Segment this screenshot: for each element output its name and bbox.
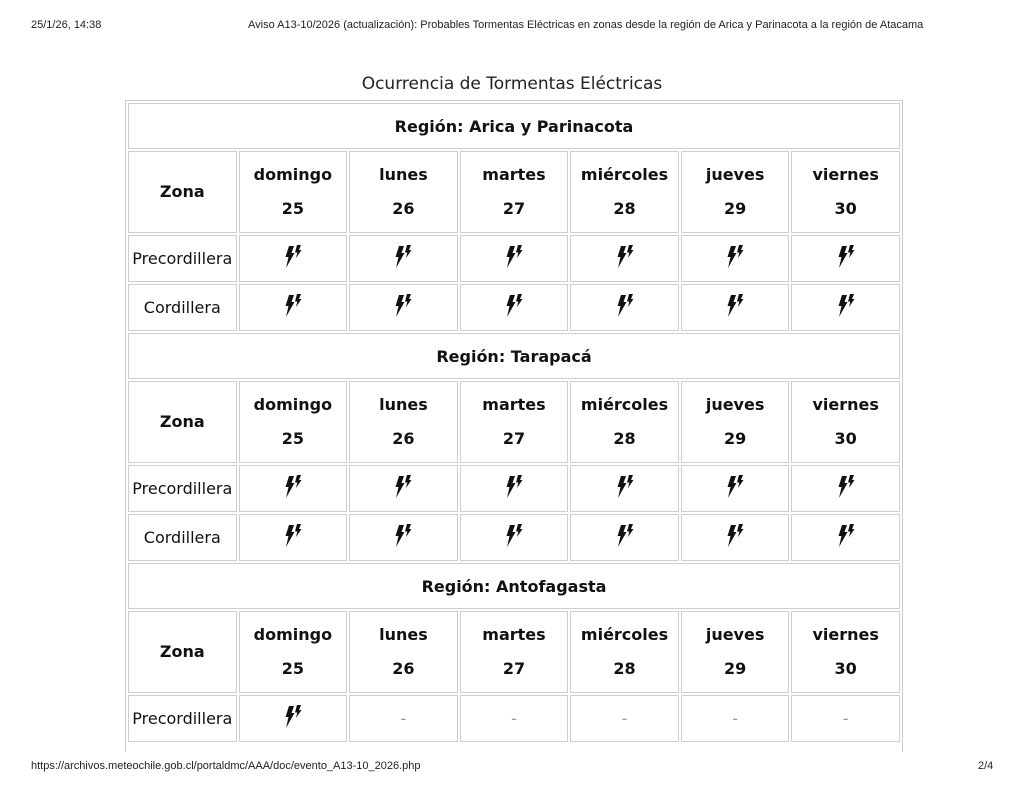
storm-icon bbox=[282, 303, 304, 322]
day-header bbox=[239, 151, 348, 233]
day-number: 29 bbox=[723, 429, 747, 448]
region-title: Región: Tarapacá bbox=[128, 333, 900, 379]
day-header bbox=[460, 151, 569, 233]
storm-icon bbox=[282, 533, 304, 552]
day-header bbox=[570, 611, 679, 693]
day-name: martes bbox=[482, 625, 546, 644]
day-header bbox=[791, 381, 900, 463]
region-row bbox=[128, 103, 900, 149]
storm-icon bbox=[724, 254, 746, 273]
day-number: 28 bbox=[613, 429, 636, 448]
region-title: Región: Arica y Parinacota bbox=[128, 103, 900, 149]
day-name: viernes bbox=[812, 165, 879, 184]
day-header-row bbox=[128, 381, 900, 463]
day-name: lunes bbox=[379, 395, 428, 414]
storm-occurrence-table bbox=[126, 101, 902, 744]
page-number: 2/4 bbox=[978, 760, 994, 772]
storm-cell bbox=[570, 235, 679, 282]
storm-icon bbox=[503, 533, 525, 552]
day-header bbox=[239, 381, 348, 463]
region-row bbox=[128, 563, 900, 609]
day-header bbox=[349, 151, 458, 233]
day-number: 26 bbox=[392, 659, 415, 678]
storm-icon bbox=[392, 254, 414, 273]
document-title: Ocurrencia de Tormentas Eléctricas bbox=[361, 74, 663, 94]
zone-row bbox=[128, 695, 900, 742]
storm-cell bbox=[570, 284, 679, 331]
storm-icon bbox=[724, 303, 746, 322]
day-header bbox=[460, 381, 569, 463]
day-header bbox=[791, 611, 900, 693]
day-name: miércoles bbox=[580, 395, 669, 414]
region-row bbox=[128, 333, 900, 379]
page-url: https://archivos.meteochile.gob.cl/portaldmc/AAA/doc/evento_A13-10_2026.php bbox=[31, 760, 421, 772]
storm-cell bbox=[791, 514, 900, 561]
day-number: 27 bbox=[502, 659, 526, 678]
day-number: 30 bbox=[834, 429, 857, 448]
day-header bbox=[239, 611, 348, 693]
day-name: viernes bbox=[812, 395, 879, 414]
day-header bbox=[349, 611, 458, 693]
day-name: domingo bbox=[253, 395, 333, 414]
storm-cell bbox=[791, 284, 900, 331]
day-name: jueves bbox=[705, 165, 765, 184]
region-title: Región: Antofagasta bbox=[128, 563, 900, 609]
storm-icon bbox=[614, 254, 636, 273]
day-name: viernes bbox=[812, 625, 879, 644]
storm-icon bbox=[282, 484, 304, 503]
storm-cell bbox=[570, 514, 679, 561]
day-header-row bbox=[128, 151, 900, 233]
day-header bbox=[570, 151, 679, 233]
day-number: 30 bbox=[834, 659, 857, 678]
zone-row bbox=[128, 235, 900, 282]
day-header-row bbox=[128, 611, 900, 693]
storm-icon bbox=[282, 714, 304, 733]
storm-cell bbox=[791, 465, 900, 512]
zone-row bbox=[128, 284, 900, 331]
storm-cell bbox=[681, 514, 790, 561]
day-header bbox=[681, 151, 790, 233]
day-name: domingo bbox=[253, 165, 333, 184]
storm-icon bbox=[724, 533, 746, 552]
storm-cell bbox=[239, 235, 348, 282]
storm-icon bbox=[503, 254, 525, 273]
storm-cell bbox=[239, 465, 348, 512]
storm-icon bbox=[282, 254, 304, 273]
day-number: 25 bbox=[281, 199, 304, 218]
day-number: 26 bbox=[392, 429, 415, 448]
storm-cell bbox=[791, 235, 900, 282]
storm-cell bbox=[681, 235, 790, 282]
storm-cell bbox=[349, 235, 458, 282]
day-name: miércoles bbox=[580, 625, 669, 644]
print-title: Aviso A13-10/2026 (actualización): Probables Tormentas Eléctricas en zonas desde la región de Arica y Parinacota a la región de Atacama bbox=[248, 19, 924, 31]
day-header bbox=[681, 381, 790, 463]
day-name: miércoles bbox=[580, 165, 669, 184]
storm-icon bbox=[835, 303, 857, 322]
no-storm-cell: - bbox=[570, 695, 679, 742]
day-number: 27 bbox=[502, 199, 526, 218]
storm-icon bbox=[392, 484, 414, 503]
storm-cell bbox=[239, 284, 348, 331]
zone-name: Cordillera bbox=[128, 284, 237, 331]
storm-icon bbox=[503, 303, 525, 322]
zone-header: Zona bbox=[128, 611, 237, 693]
day-header bbox=[349, 381, 458, 463]
no-storm-cell: - bbox=[681, 695, 790, 742]
day-header bbox=[460, 611, 569, 693]
storm-cell bbox=[349, 514, 458, 561]
storm-cell bbox=[681, 465, 790, 512]
day-name: jueves bbox=[705, 625, 765, 644]
storm-icon bbox=[724, 484, 746, 503]
zone-row bbox=[128, 514, 900, 561]
zone-name: Precordillera bbox=[128, 465, 237, 512]
storm-icon bbox=[614, 484, 636, 503]
storm-cell bbox=[681, 284, 790, 331]
day-name: martes bbox=[482, 165, 546, 184]
day-number: 30 bbox=[834, 199, 857, 218]
day-name: martes bbox=[482, 395, 546, 414]
day-number: 27 bbox=[502, 429, 526, 448]
storm-cell bbox=[349, 284, 458, 331]
day-name: jueves bbox=[705, 395, 765, 414]
day-header bbox=[681, 611, 790, 693]
day-header bbox=[791, 151, 900, 233]
zone-name: Precordillera bbox=[128, 695, 237, 742]
storm-cell bbox=[460, 235, 569, 282]
day-number: 28 bbox=[613, 659, 636, 678]
storm-icon bbox=[614, 303, 636, 322]
storm-icon bbox=[835, 254, 857, 273]
storm-icon bbox=[835, 484, 857, 503]
storm-icon bbox=[503, 484, 525, 503]
zone-name: Cordillera bbox=[128, 514, 237, 561]
day-number: 29 bbox=[723, 199, 747, 218]
no-storm-cell: - bbox=[791, 695, 900, 742]
day-name: lunes bbox=[379, 165, 428, 184]
storm-table-container bbox=[125, 100, 903, 752]
storm-cell bbox=[460, 284, 569, 331]
storm-cell bbox=[349, 465, 458, 512]
no-storm-cell: - bbox=[460, 695, 569, 742]
print-date: 25/1/26, 14:38 bbox=[31, 19, 102, 31]
day-name: domingo bbox=[253, 625, 333, 644]
zone-name: Precordillera bbox=[128, 235, 237, 282]
storm-cell bbox=[460, 514, 569, 561]
storm-icon bbox=[392, 303, 414, 322]
zone-header: Zona bbox=[128, 381, 237, 463]
storm-cell bbox=[239, 514, 348, 561]
storm-icon bbox=[614, 533, 636, 552]
day-number: 29 bbox=[723, 659, 747, 678]
storm-cell bbox=[460, 465, 569, 512]
storm-cell bbox=[570, 465, 679, 512]
day-number: 25 bbox=[281, 429, 304, 448]
day-header bbox=[570, 381, 679, 463]
zone-row bbox=[128, 465, 900, 512]
day-name: lunes bbox=[379, 625, 428, 644]
no-storm-cell: - bbox=[349, 695, 458, 742]
zone-header: Zona bbox=[128, 151, 237, 233]
day-number: 28 bbox=[613, 199, 636, 218]
storm-icon bbox=[392, 533, 414, 552]
day-number: 26 bbox=[392, 199, 415, 218]
storm-icon bbox=[835, 533, 857, 552]
storm-cell bbox=[239, 695, 348, 742]
day-number: 25 bbox=[281, 659, 304, 678]
